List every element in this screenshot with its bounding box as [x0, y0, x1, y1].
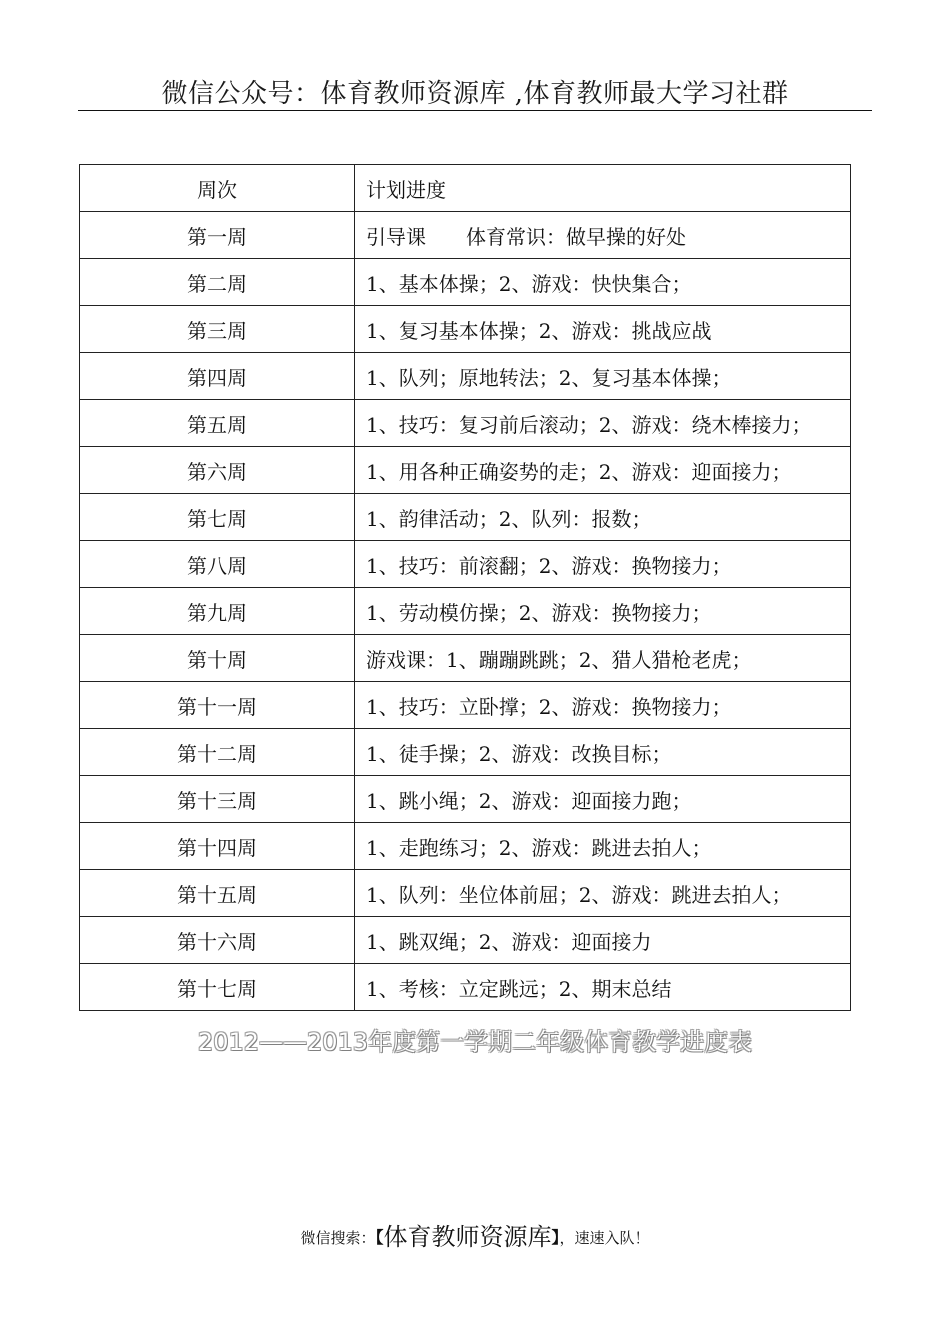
- plan-cell: 1、队列；原地转法；2、复习基本体操；: [355, 353, 851, 400]
- plan-cell: 1、劳动模仿操；2、游戏：换物接力；: [355, 588, 851, 635]
- table-row: [80, 635, 851, 682]
- header-cell-week: 周次: [80, 165, 355, 212]
- table-row: [80, 870, 851, 917]
- plan-cell: 1、复习基本体操；2、游戏：挑战应战: [355, 306, 851, 353]
- week-cell: 第七周: [80, 494, 355, 541]
- plan-cell: 1、技巧：复习前后滚动；2、游戏：绕木棒接力；: [355, 400, 851, 447]
- week-cell: 第十五周: [80, 870, 355, 917]
- table-header-row: [80, 165, 851, 212]
- plan-cell: 1、韵律活动；2、队列：报数；: [355, 494, 851, 541]
- week-cell: 第五周: [80, 400, 355, 447]
- table-row: [80, 729, 851, 776]
- week-cell: 第二周: [80, 259, 355, 306]
- header-rule: [78, 110, 872, 111]
- plan-cell: 1、徒手操；2、游戏：改换目标；: [355, 729, 851, 776]
- header-cell-plan: 计划进度: [355, 165, 851, 212]
- table-caption: 2012——2013年度第一学期二年级体育教学进度表: [197, 1028, 753, 1056]
- week-cell: 第八周: [80, 541, 355, 588]
- plan-cell: 1、考核：立定跳远；2、期末总结: [355, 964, 851, 1011]
- week-cell: 第十四周: [80, 823, 355, 870]
- plan-cell: 1、走跑练习；2、游戏：跳进去拍人；: [355, 823, 851, 870]
- week-cell: 第十六周: [80, 917, 355, 964]
- table-row: [80, 259, 851, 306]
- table-row: [80, 776, 851, 823]
- table-row: [80, 823, 851, 870]
- table-row: [80, 400, 851, 447]
- week-cell: 第十二周: [80, 729, 355, 776]
- plan-cell: 1、用各种正确姿势的走；2、游戏：迎面接力；: [355, 447, 851, 494]
- table-row: [80, 541, 851, 588]
- week-cell: 第三周: [80, 306, 355, 353]
- plan-cell: 1、技巧：前滚翻；2、游戏：换物接力；: [355, 541, 851, 588]
- table-row: [80, 494, 851, 541]
- page-header: 微信公众号：体育教师资源库 ,体育教师最大学习社群: [161, 79, 789, 109]
- footer-brand: 体育教师资源库: [383, 1223, 552, 1251]
- teaching-plan-table: [79, 164, 851, 1011]
- plan-cell: 1、跳小绳；2、游戏：迎面接力跑；: [355, 776, 851, 823]
- footer-open-bracket: 【: [375, 1228, 384, 1247]
- plan-cell: 1、跳双绳；2、游戏：迎面接力: [355, 917, 851, 964]
- table-row: [80, 212, 851, 259]
- week-cell: 第十三周: [80, 776, 355, 823]
- table-row: [80, 306, 851, 353]
- table-row: [80, 588, 851, 635]
- table-row: [80, 353, 851, 400]
- week-cell: 第九周: [80, 588, 355, 635]
- plan-cell: 引导课 体育常识：做早操的好处: [355, 212, 851, 259]
- table-row: [80, 964, 851, 1011]
- plan-cell: 1、技巧：立卧撑；2、游戏：换物接力；: [355, 682, 851, 729]
- footer-prefix: 微信搜索：: [300, 1229, 376, 1247]
- week-cell: 第十一周: [80, 682, 355, 729]
- table-body: [80, 165, 851, 1011]
- week-cell: 第四周: [80, 353, 355, 400]
- week-cell: 第一周: [80, 212, 355, 259]
- week-cell: 第六周: [80, 447, 355, 494]
- plan-cell: 1、基本体操；2、游戏：快快集合；: [355, 259, 851, 306]
- table-row: [80, 917, 851, 964]
- footer-suffix: ，速速入队！: [559, 1229, 650, 1247]
- table-row: [80, 447, 851, 494]
- table-row: [80, 682, 851, 729]
- footer: [0, 1222, 950, 1253]
- week-cell: 第十七周: [80, 964, 355, 1011]
- plan-cell: 1、队列：坐位体前屈；2、游戏：跳进去拍人；: [355, 870, 851, 917]
- plan-cell: 游戏课：1、蹦蹦跳跳；2、猎人猎枪老虎；: [355, 635, 851, 682]
- week-cell: 第十周: [80, 635, 355, 682]
- footer-close-bracket: 】: [551, 1228, 560, 1247]
